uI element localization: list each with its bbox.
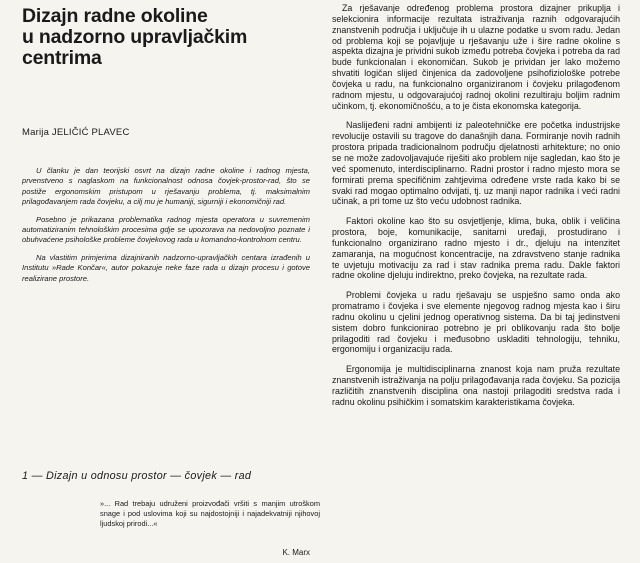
article-author: Marija JELIČIĆ PLAVEC xyxy=(22,127,130,138)
epigraph-author: K. Marx xyxy=(282,548,310,557)
article-title xyxy=(22,6,310,69)
body-paragraph: Naslijeđeni radni ambijenti iz paleotehničke ere početka industrijske revolucije ostavili su tragove do današnjih dana. Formiranje novih radnih prostora pripada tradicionalnom području djelatnosti arhitekture; no onio se ne može zadovoljavajuće riješiti ako problem nije sagledan, kao što je već spomenuto, interdisciplinarno. Radni prostor i radno mjesto mora se formirati prema specifičnim zahtjevima određene vrste rada kako bi se svaki rad mogao optimalno odvijati, tj. uz manji napor radnika i veći radni učinak, a pri tome uz što veću udobnost radnika. xyxy=(332,120,620,207)
title-line: Dizajn radne okoline xyxy=(22,5,208,27)
body-column xyxy=(332,3,620,417)
body-paragraph: Ergonomija je multidisciplinarna znanost koja nam pruža rezultate znanstvenih istraživanja na polju prilagođavanja rada čovjeku. Sa pozicija različitih znanstvenih disciplina ona nastoji prilagoditi sredstva rada i radnu okolinu psihičkim i somatskim karakteristikama čovjeka. xyxy=(332,364,620,407)
title-line: u nadzorno upravljačkim xyxy=(22,26,248,48)
body-paragraph: Faktori okoline kao što su osvjetljenje, klima, buka, oblik i veličina prostora, boje, komunikacije, sanitarni uređaji, prostudirano i funkcionalno organizirano radno mjesto i dr., djeluju na intenzitet zamaranja, na mogućnost koncentracije, na zdravstveno stanje radnika te uvjetuju motivaciju za rad i stav radnika prema radu. Dakle faktori radne okoline djeluju indirektno, preko čovjeka, na rezultate rada. xyxy=(332,216,620,281)
epigraph-quote: »... Rad trebaju udruženi proizvođači vršiti s manjim utroškom snage i pod uslovima koji su najdostojniji i najadekvatniji njihovoj ljudskoj prirodi...« xyxy=(100,499,320,528)
title-line: centrima xyxy=(22,47,102,69)
body-paragraph: Za rješavanje određenog problema prostora dizajner prikuplja i selekcionira informacije rezultata istraživanja raznih odgovarajućih znanstvenih područja i uključuje ih u ulazne podatke u svom radu. Jedan od problema koji se pojavljuje u rješavanju uže i šire radne okoline s aspekta dizajna je prividni sukob između potreba čovjeka i potreba da rad bude funkcionalan i ekonomičan. Sukob je prividan jer lako možemo shvatiti logičan slijed činjenica da zadovoljene psihofiziološke potrebe čovjeka u radu, na funkcionalno organiziranom i čovjeku prilagođenom radnom mjestu, u odgovarajućoj radnoj okolini rezultiraju boljim radnim učinkom, tj. ekonomičnošću, a to je čista ekonomska kategorija. xyxy=(332,3,620,111)
abstract-paragraph: Na vlastitim primjerima dizajniranih nadzorno-upravljačkih centara izrađenih u Institutu »Rade Končar«, autor pokazuje neke faze rada u dizajn procesu i gotove realizirane prostore. xyxy=(22,252,310,283)
abstract-paragraph: U članku je dan teorijski osvrt na dizajn radne okoline i radnog mjesta, prvenstveno s naglaskom na funkcionalnost odnosa čovjek-prostor-rad, što se postiže ergonomskim pristupom u rješavanju problema, tj. maksimalnim prilagođavanjem rada čovjeku, a cilj mu je humaniji, sigurniji i ekonomičniji rad. xyxy=(22,166,310,207)
left-column xyxy=(22,0,320,557)
figure-caption: 1 — Dizajn u odnosu prostor — čovjek — rad xyxy=(22,470,252,482)
abstract-paragraph: Posebno je prikazana problematika radnog mjesta operatora u suvremenim automatiziranim tehnološkim procesima gdje se upozorava na nedovoljno poznate i obuhvaćene psihološke probleme čovjekovog rada u komandno-kontrolnom centru. xyxy=(22,214,310,245)
article-abstract xyxy=(22,166,310,291)
body-paragraph: Problemi čovjeka u radu rješavaju se uspješno samo onda ako promatramo i čovjeka i sve elemente njegovog radnog mjesta kao i širu radnu okolinu u cjelini jednog operativnog sistema. Da bi taj jedinstveni sistem dobro funkcionirao potrebno je pri oblikovanju rada što bolje prilagoditi rad čovjeku i međusobno uskladiti tehnologiju, tehniku, ergonomiju i organizaciju rada. xyxy=(332,290,620,355)
